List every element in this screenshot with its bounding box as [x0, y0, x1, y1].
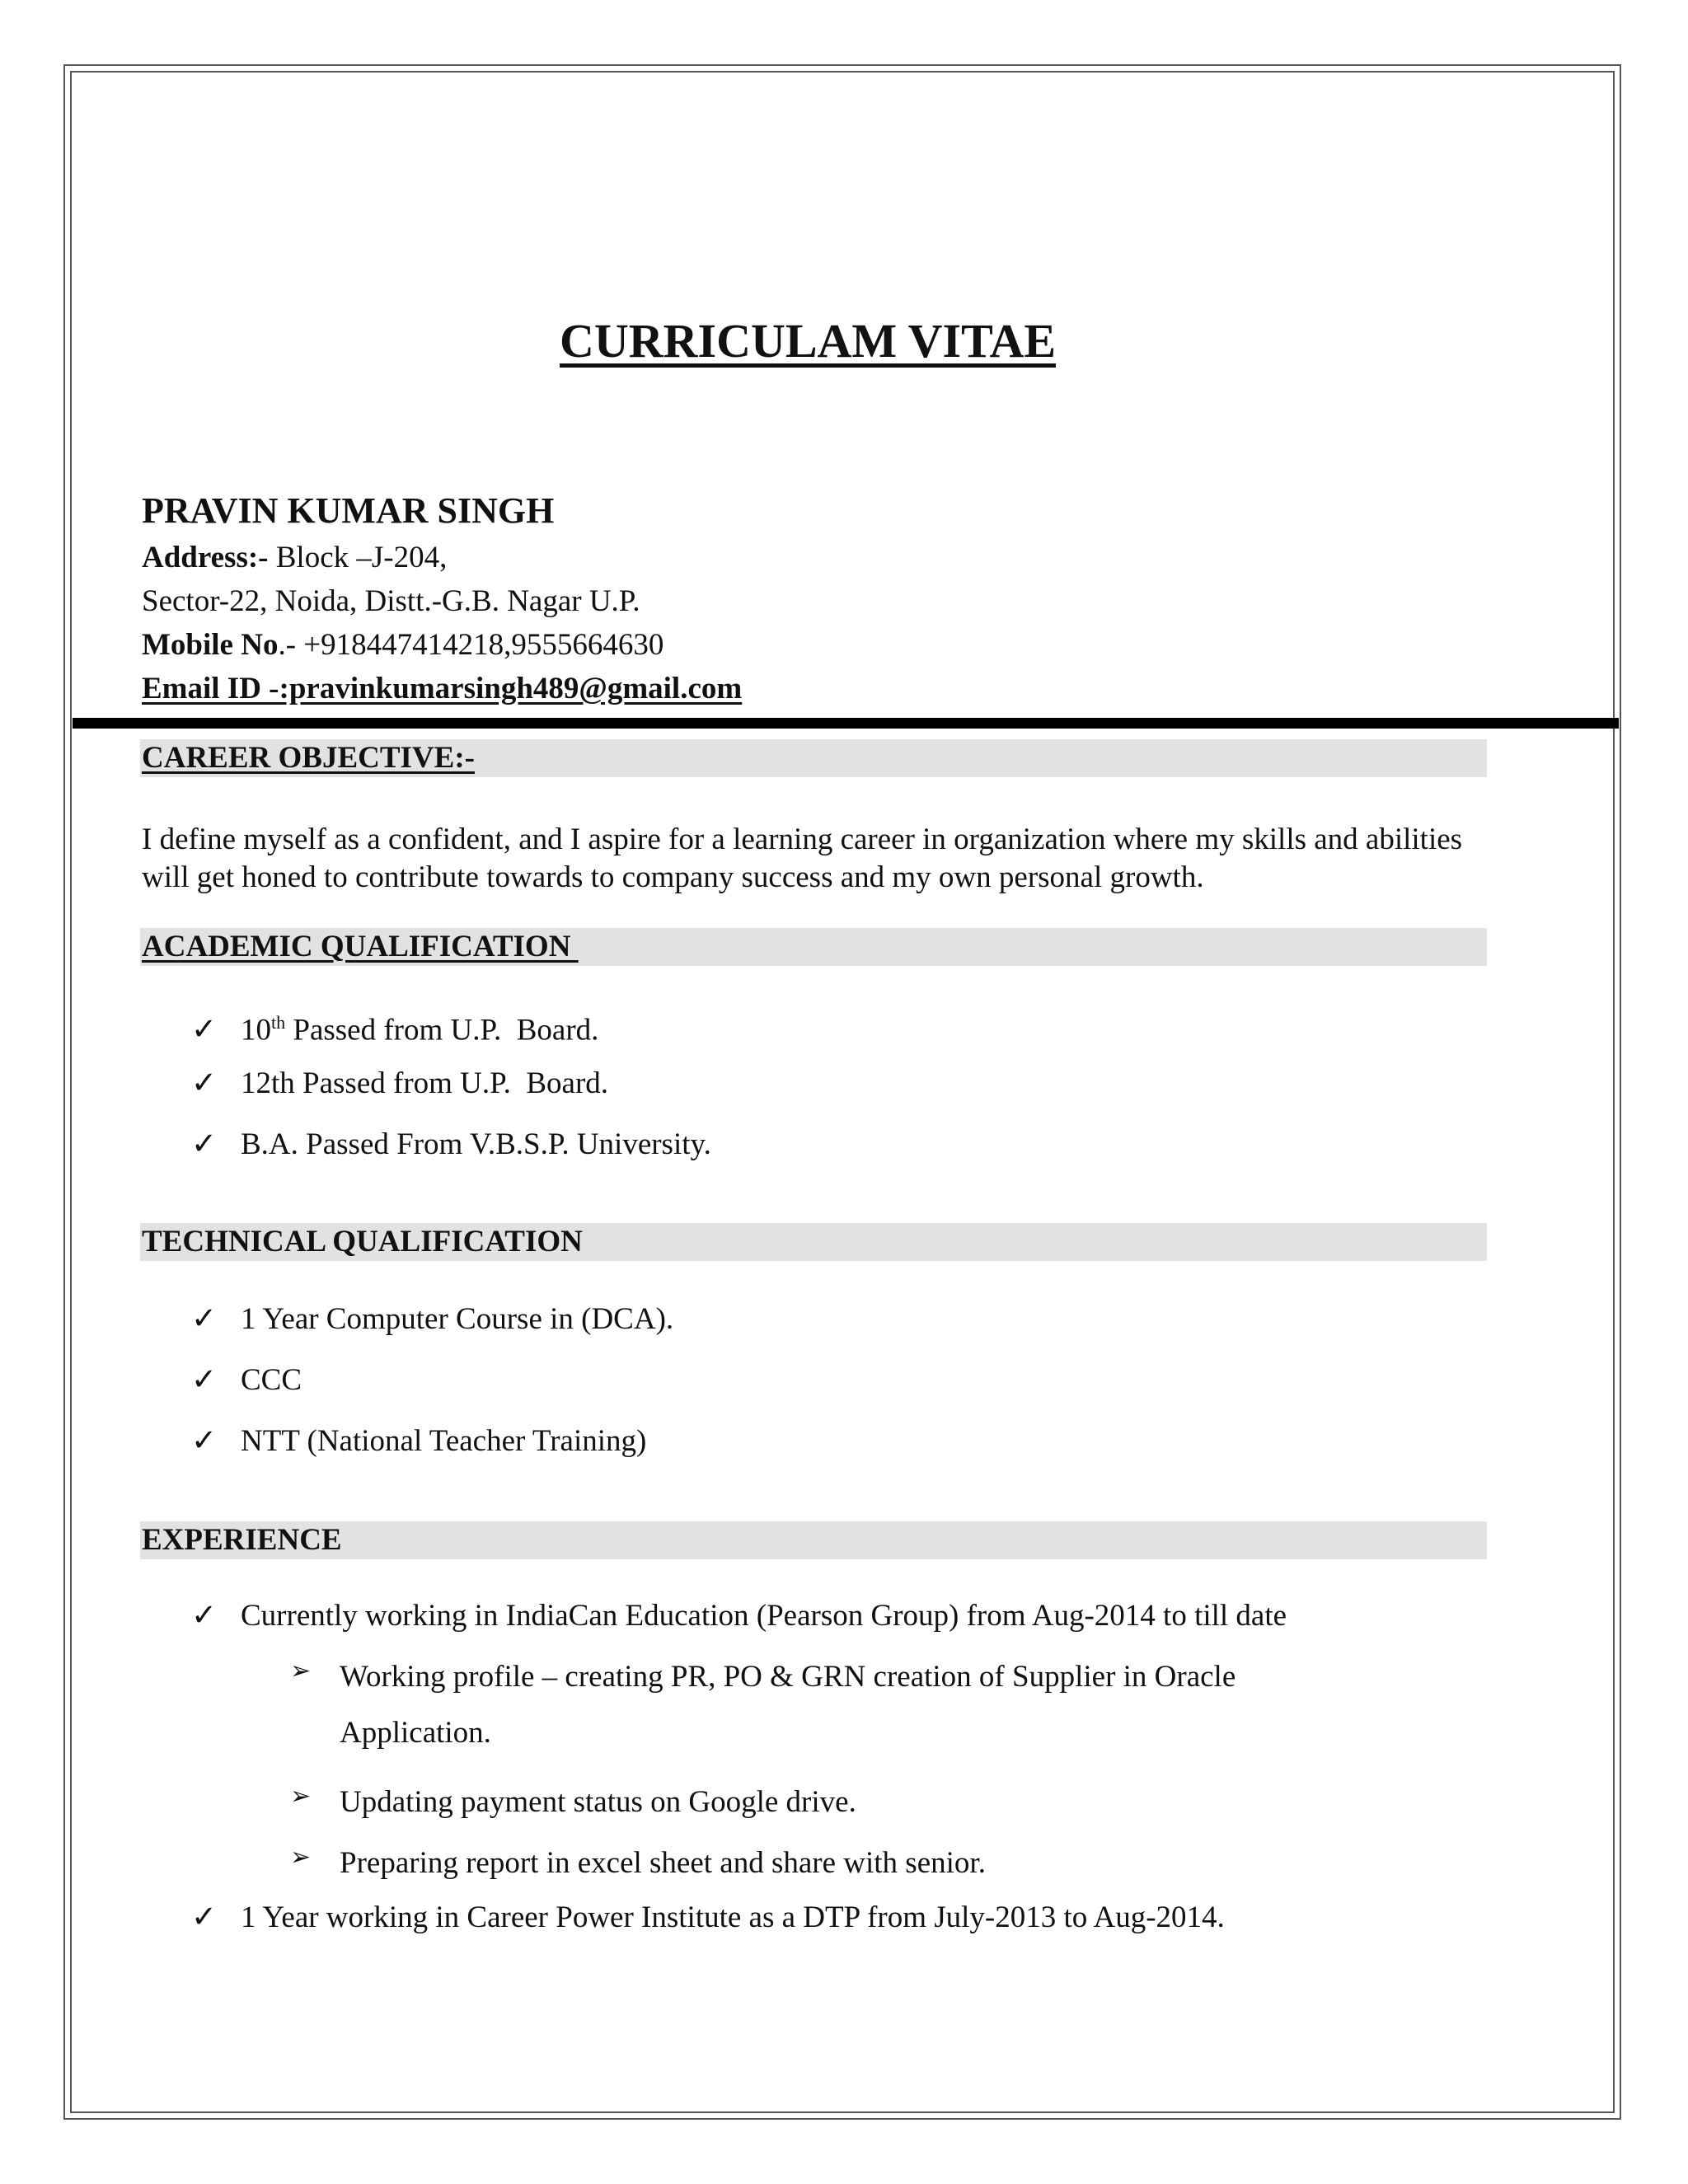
check-icon: ✓: [191, 1013, 218, 1047]
experience-duty: ➢ Updating payment status on Google drive.: [290, 1774, 1362, 1830]
person-name: PRAVIN KUMAR SINGH: [142, 490, 555, 531]
mobile-label: Mobile No: [142, 628, 279, 662]
check-icon: ✓: [191, 1900, 218, 1934]
check-icon: ✓: [191, 1302, 218, 1336]
email-line: [142, 667, 1543, 710]
academic-heading: ACADEMIC QUALIFICATION: [140, 928, 1487, 966]
check-icon: ✓: [191, 1599, 218, 1633]
technical-heading: TECHNICAL QUALIFICATION: [140, 1223, 1487, 1261]
arrow-bullet-icon: ➢: [290, 1783, 312, 1810]
experience-duty: ➢ Working profile – creating PR, PO & GRN creation of Supplier in Oracle Application.: [290, 1649, 1362, 1761]
academic-item: ✓ 12th Passed from U.P. Board.: [191, 1063, 608, 1104]
check-icon: ✓: [191, 1424, 218, 1458]
address-line-1: [142, 536, 1543, 579]
address-value: Block –J-204,: [268, 541, 448, 574]
mobile-line: [142, 623, 1543, 667]
check-icon: ✓: [191, 1066, 218, 1100]
academic-item: ✓ 10th Passed from U.P. Board.: [191, 1002, 598, 1051]
check-icon: ✓: [191, 1127, 218, 1161]
document-title: CURRICULAM VITAE: [559, 314, 1057, 368]
arrow-bullet-icon: ➢: [290, 1657, 312, 1685]
career-objective-text: I define myself as a confident, and I aspire for a learning career in organization where my skills and abilities will get honed to contribute towards to company success and my own personal growth.: [142, 823, 1463, 894]
academic-item: ✓ B.A. Passed From V.B.S.P. University.: [191, 1124, 711, 1165]
technical-item: ✓ 1 Year Computer Course in (DCA).: [191, 1299, 673, 1340]
address-line-2: Sector-22, Noida, Distt.-G.B. Nagar U.P.: [142, 584, 640, 618]
email-id: Email ID -:pravinkumarsingh489@gmail.com: [142, 672, 743, 705]
header-divider: [73, 718, 1619, 729]
technical-item: ✓ NTT (National Teacher Training): [191, 1421, 646, 1462]
technical-item: ✓ CCC: [191, 1360, 302, 1401]
mobile-value: .- +918447414218,9555664630: [278, 628, 664, 662]
arrow-bullet-icon: ➢: [290, 1844, 312, 1871]
experience-heading: EXPERIENCE: [140, 1521, 1487, 1559]
address-label: Address:-: [142, 541, 269, 574]
check-icon: ✓: [191, 1363, 218, 1397]
contact-block: [142, 486, 1543, 710]
experience-item: ✓ 1 Year working in Career Power Institute as a DTP from July-2013 to Aug-2014.: [191, 1897, 1225, 1938]
experience-duty: ➢ Preparing report in excel sheet and share with senior.: [290, 1835, 1362, 1891]
experience-item: ✓ Currently working in IndiaCan Education (Pearson Group) from Aug-2014 to till date: [191, 1596, 1287, 1637]
career-objective-heading: CAREER OBJECTIVE:-: [140, 739, 1487, 777]
